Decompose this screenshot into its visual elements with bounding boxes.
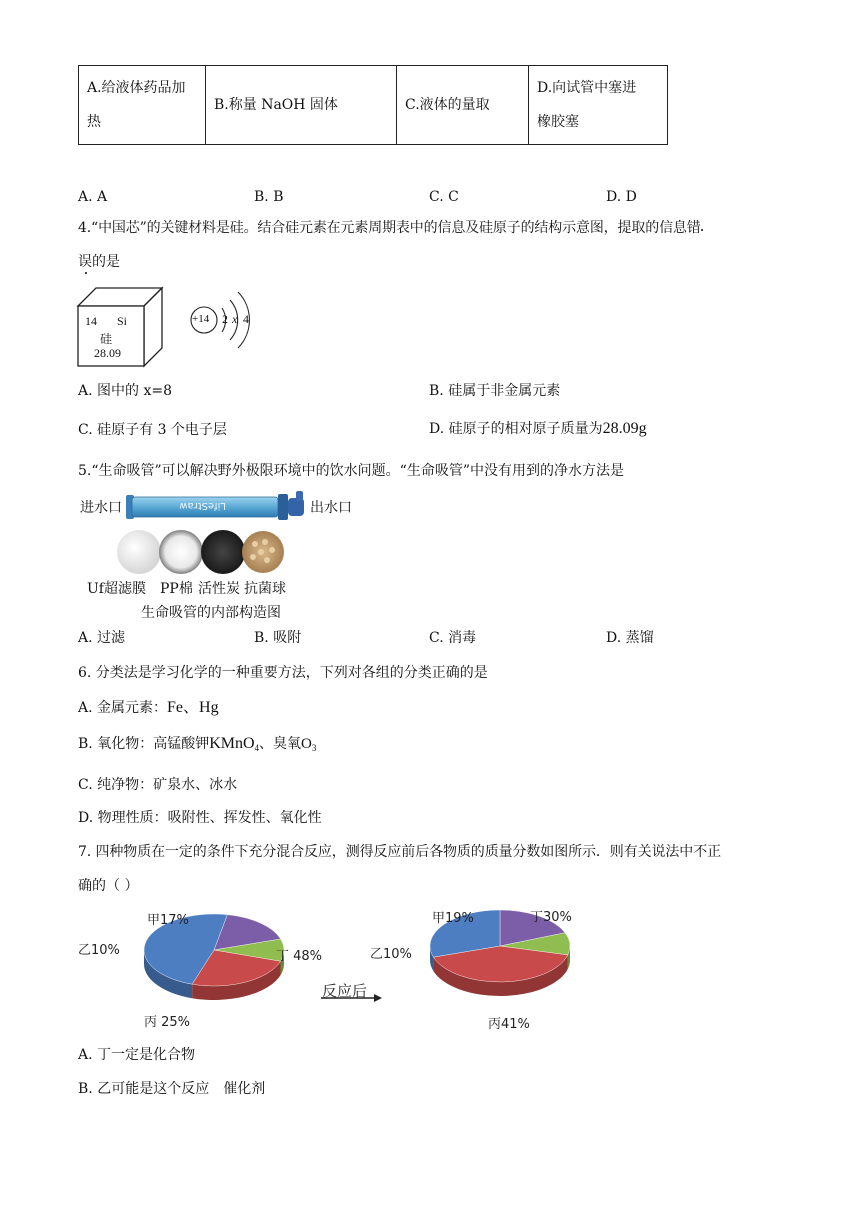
q4-option-d-value: 28.09g xyxy=(602,420,647,437)
q3-cell-d xyxy=(529,66,668,145)
q5-stem: 5.“生命吸管”可以解决野外极限环境中的饮水问题。“生命吸管”中没有用到的净水方法是 xyxy=(78,463,624,479)
q6-option-b-text: B. 氧化物：高锰酸钾 xyxy=(78,736,210,752)
q6-option-a-text: A. 金属元素： xyxy=(78,700,168,716)
atom-nucleus-charge: +14 xyxy=(192,313,210,325)
filter-materials-image xyxy=(115,528,285,576)
q3-option-b[interactable]: B. B xyxy=(254,189,284,205)
pie-after-label-jia: 甲19% xyxy=(432,911,474,926)
pie-before-label-yi: 乙10% xyxy=(78,943,120,958)
q3-cell-c: C.液体的量取 xyxy=(397,66,529,145)
lifestraw-brand: LifeStraw xyxy=(179,500,226,511)
q3-cell-a xyxy=(79,66,206,145)
q4-stem-end: 的是 xyxy=(92,254,120,270)
uf-membrane-icon xyxy=(117,530,161,574)
q6-option-b-subscript2: 3 xyxy=(311,743,317,753)
q3-cell-a-line2: 热 xyxy=(87,114,101,130)
q4-option-d-text: D. 硅原子的相对原子质量为 xyxy=(429,421,603,437)
reaction-arrow-label: 反应后 xyxy=(322,982,368,1000)
atom-shell-1: 2 xyxy=(222,312,228,326)
q3-cell-d-line1: D.向试管中塞进 xyxy=(537,80,637,96)
si-name: 硅 xyxy=(100,332,113,346)
q6-stem: 6. 分类法是学习化学的一种重要方法，下列对各组的分类正确的是 xyxy=(78,665,488,681)
layer-carbon-label: 活性炭 xyxy=(198,581,240,597)
q3-option-a[interactable]: A. A xyxy=(78,189,108,205)
pie-after-label-bing: 丙41% xyxy=(488,1017,530,1032)
q4-option-c[interactable]: C. 硅原子有 3 个电子层 xyxy=(78,422,227,438)
q4-emphasis-char: 误 xyxy=(78,254,92,270)
q5-option-a[interactable]: A. 过滤 xyxy=(78,630,126,646)
pie-before-label-jia: 甲17% xyxy=(147,913,189,928)
pie-before-label-bing: 丙 25% xyxy=(144,1015,191,1030)
q3-option-c[interactable]: C. C xyxy=(429,189,459,205)
straw-outlet-label: 出水口 xyxy=(310,500,352,516)
q4-option-b[interactable]: B. 硅属于非金属元素 xyxy=(429,383,561,399)
q3-cell-b: B.称量 NaOH 固体 xyxy=(206,66,397,145)
q3-cell-d-line2: 橡胶塞 xyxy=(537,114,579,130)
si-symbol: Si xyxy=(117,314,128,328)
q5-option-d[interactable]: D. 蒸馏 xyxy=(606,630,654,646)
pie-after-label-ding: 丁30% xyxy=(530,910,572,925)
q6-option-b-formula2: O xyxy=(301,736,312,752)
q3-cell-a-line1: A.给液体药品加 xyxy=(87,80,186,96)
q6-option-a-formula: Fe、Hg xyxy=(167,699,219,716)
q6-option-a[interactable] xyxy=(78,694,219,717)
lifestraw-image xyxy=(124,489,308,525)
q6-option-d[interactable]: D. 物理性质：吸附性、挥发性、氧化性 xyxy=(78,810,322,826)
q7-stem-line1: 7. 四种物质在一定的条件下充分混合反应，测得反应前后各物质的质量分数如图所示．则有关说法中不正 xyxy=(78,844,722,860)
q4-stem-line1: 4.“中国芯”的关键材料是硅。结合硅元素在元素周期表中的信息及硅原子的结构示意图，提取的信息错 xyxy=(78,220,701,236)
straw-inlet-label: 进水口 xyxy=(80,500,122,516)
q7-stem-line2: 确的（ ） xyxy=(78,878,139,894)
q6-option-c[interactable]: C. 纯净物：矿泉水、冰水 xyxy=(78,777,238,793)
activated-carbon-icon xyxy=(201,530,245,574)
q4-option-a[interactable]: A. 图中的 x=8 xyxy=(78,383,172,399)
q4-stem xyxy=(78,217,701,237)
atom-shell-2: x xyxy=(232,312,238,326)
layer-uf-label: Uf超滤膜 xyxy=(87,581,146,597)
layer-balls-label: 抗菌球 xyxy=(244,581,286,597)
q6-option-b[interactable] xyxy=(78,733,316,753)
q3-option-d[interactable]: D. D xyxy=(606,189,637,205)
q3-options-table xyxy=(78,65,668,145)
q7-option-b[interactable]: B. 乙可能是这个反应 催化剂 xyxy=(78,1081,266,1097)
si-atomic-mass: 28.09 xyxy=(94,346,121,360)
atom-shell-3: 4 xyxy=(243,312,249,326)
q4-option-d[interactable] xyxy=(429,418,647,438)
si-atomic-number: 14 xyxy=(85,314,97,328)
q4-stem-line2 xyxy=(78,251,120,271)
q6-option-b-mid: 、臭氧 xyxy=(259,736,302,752)
straw-caption: 生命吸管的内部构造图 xyxy=(141,605,281,621)
pie-before-label-ding: 丁 48% xyxy=(276,949,323,964)
q5-option-c[interactable]: C. 消毒 xyxy=(429,630,477,646)
q5-option-b[interactable]: B. 吸附 xyxy=(254,630,302,646)
pp-cotton-icon xyxy=(159,530,203,574)
q6-option-b-subscript: 4 xyxy=(254,743,260,753)
layer-pp-label: PP棉 xyxy=(160,581,193,597)
pie-after-label-yi: 乙10% xyxy=(370,947,412,962)
q6-option-b-formula: KMnO xyxy=(209,735,255,752)
q7-option-a[interactable]: A. 丁一定是化合物 xyxy=(78,1047,196,1063)
